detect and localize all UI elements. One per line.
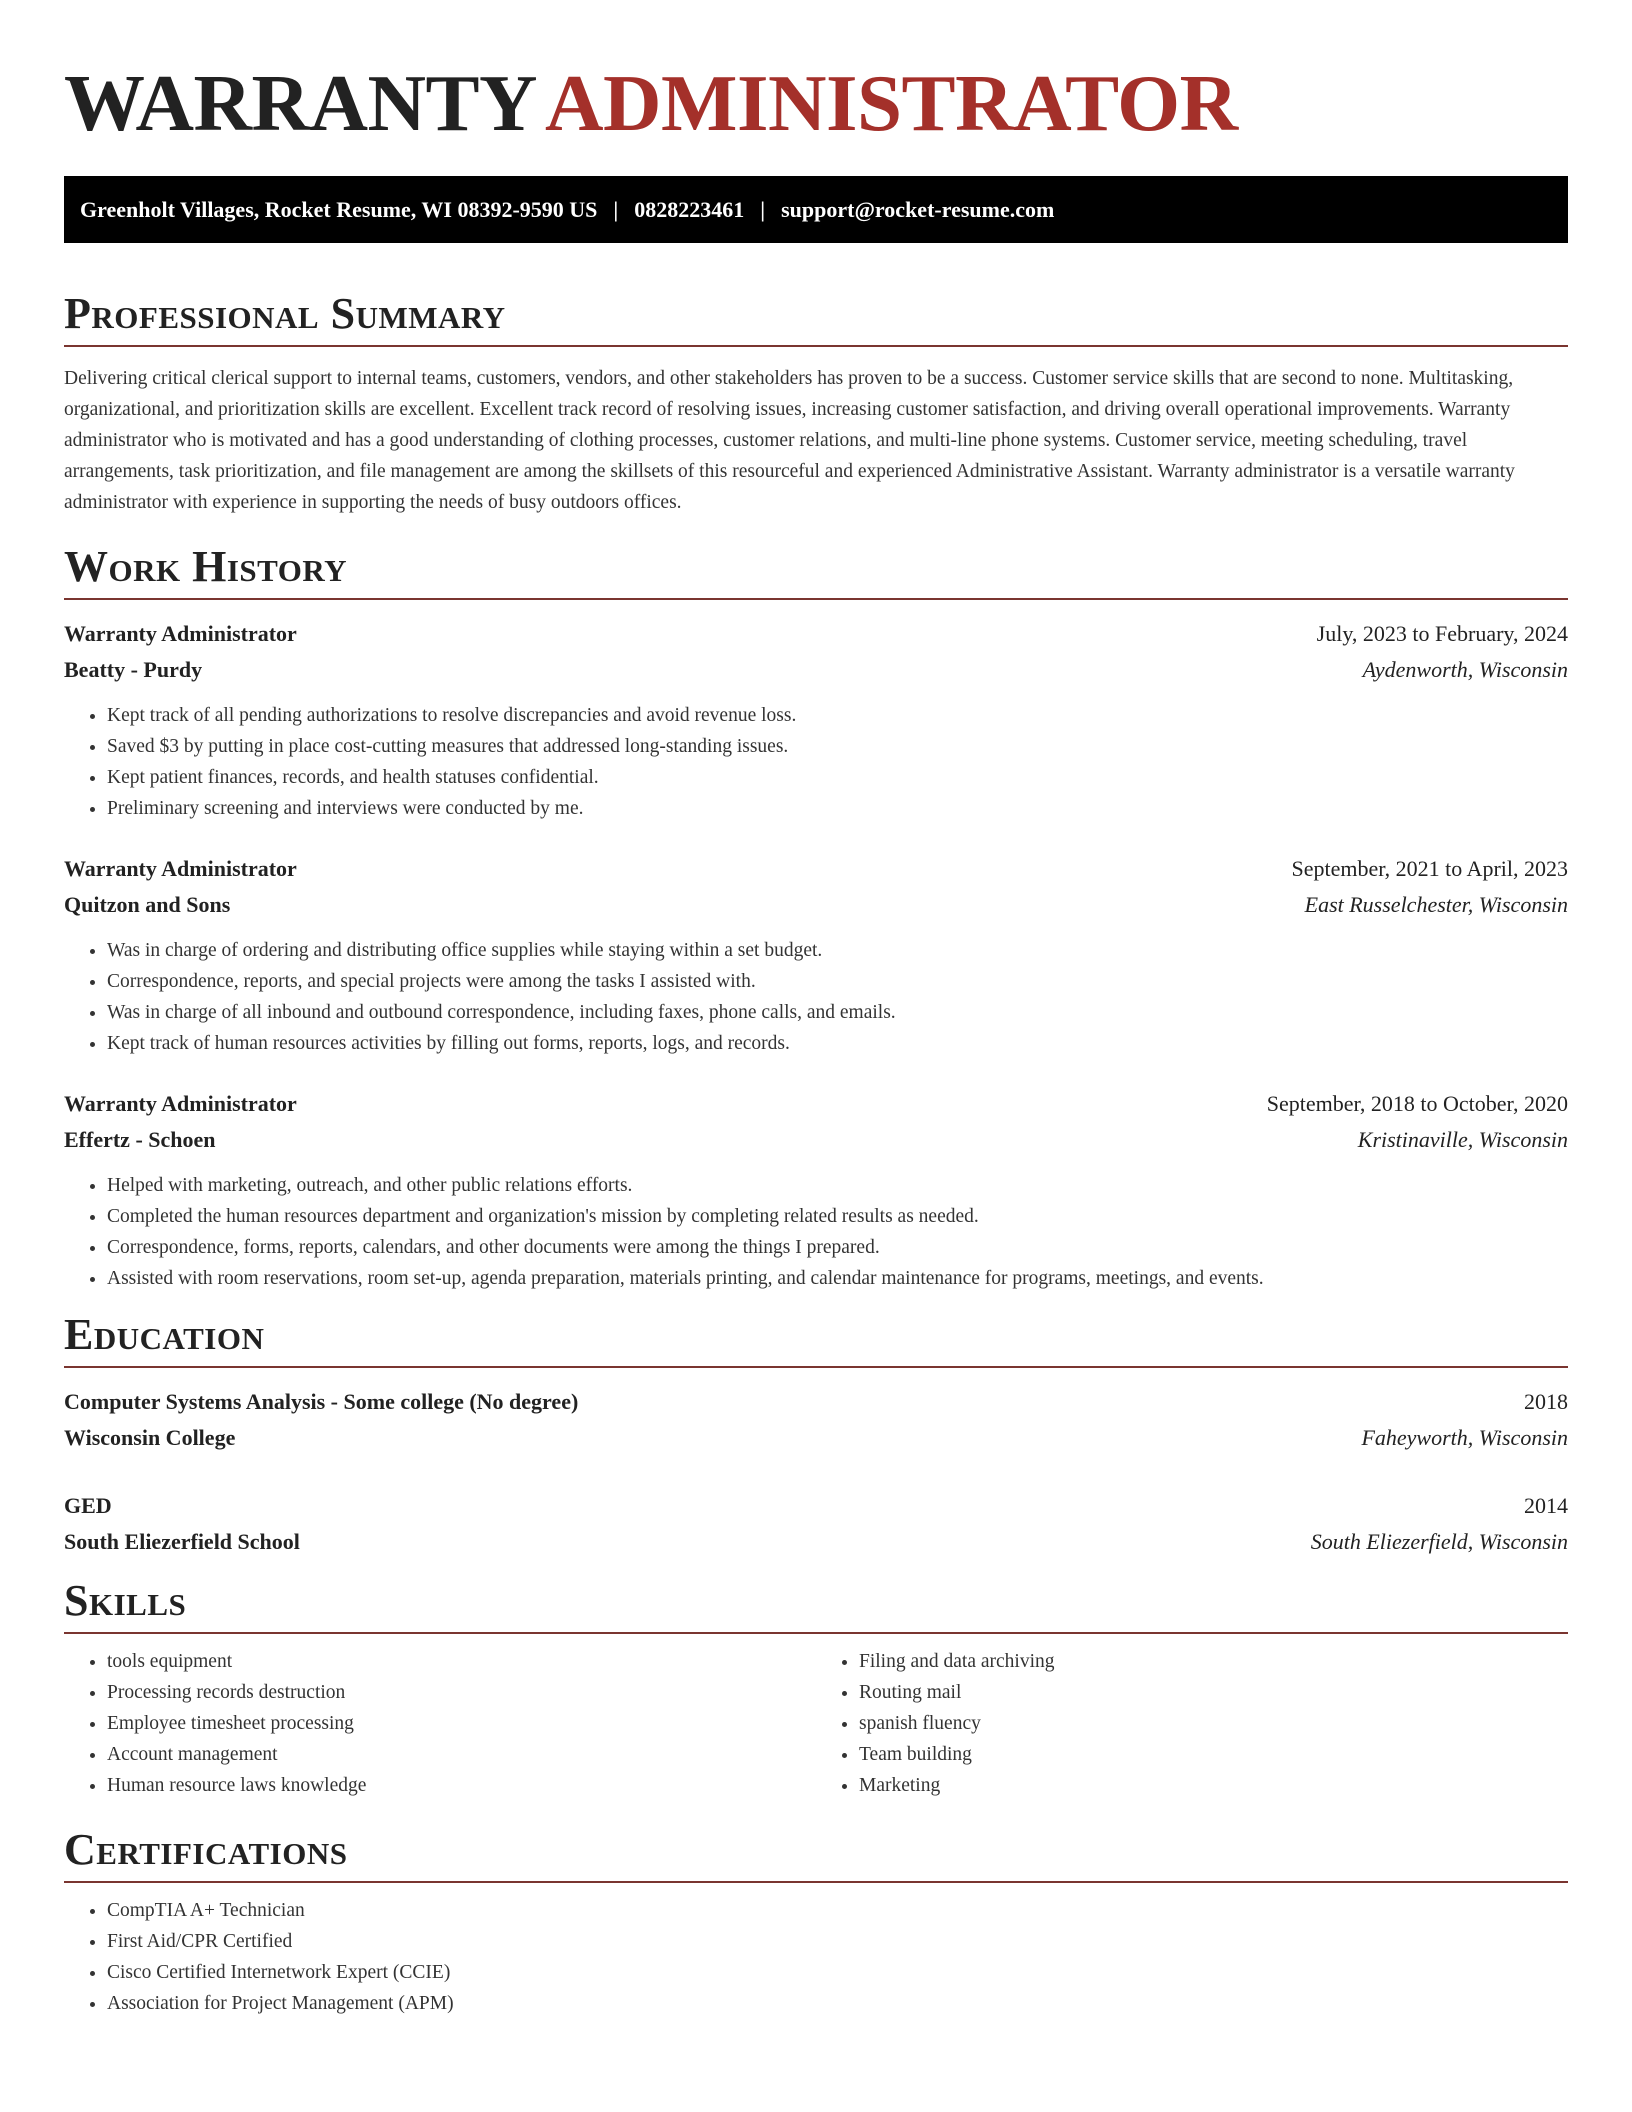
list-item: • Cisco Certified Internetwork Expert (CCIE) [107,1957,1568,1988]
list-item: • tools equipment [107,1646,816,1677]
list-item: • Human resource laws knowledge [107,1770,816,1801]
list-item: • Correspondence, forms, reports, calendars, and other documents were among the things I prepared. [107,1232,1568,1263]
list-item: • Employee timesheet processing [107,1708,816,1739]
education-school: Wisconsin College [64,1425,236,1450]
list-item: • Preliminary screening and interviews were conducted by me. [107,793,1568,824]
education-school-row [64,1524,1568,1560]
title-part-1: WARRANTY [64,58,538,148]
certifications-list [64,1895,1568,2019]
job-company: Quitzon and Sons [64,892,231,917]
list-item: • Association for Project Management (APM) [107,1988,1568,2019]
list-item: • Correspondence, reports, and special projects were among the tasks I assisted with. [107,966,1568,997]
job-header-row [64,851,1568,887]
list-item: • Kept patient finances, records, and health statuses confidential. [107,762,1568,793]
education-entry [64,1488,1568,1560]
contact-bar [64,176,1568,243]
work-history-heading: Work History [64,542,348,591]
summary-text: Delivering critical clerical support to internal teams, customers, vendors, and other stakeholders has proven to be a success. Customer service skills that are second to none. Multitasking, organizational, and prioritization skills are excellent. Excellent track record of resolving issues, increasing customer satisfaction, and driving overall operational improvements. Warranty administrator who is motivated and has a good understanding of clothing processes, customer relations, and multi-line phone systems. Customer service, meeting scheduling, travel arrangements, task prioritization, and file management are among the skillsets of this resourceful and experienced Administrative Assistant. Warranty administrator is a versatile warranty administrator with experience in supporting the needs of busy outdoors offices. [64,368,1515,513]
job-dates: July, 2023 to February, 2024 [1316,621,1568,646]
list-item: • spanish fluency [859,1708,1568,1739]
contact-address: Greenholt Villages, Rocket Resume, WI 08392-9590 US [80,196,598,222]
job-company-row [64,652,1568,688]
skills-columns [64,1634,1568,1801]
certifications-heading: Certifications [64,1825,348,1874]
education-school-row [64,1420,1568,1456]
education-degree-row [64,1488,1568,1524]
job-entry [64,851,1568,1059]
list-item: • First Aid/CPR Certified [107,1926,1568,1957]
education-location: South Eliezerfield, Wisconsin [1310,1529,1568,1554]
list-item: • Account management [107,1739,816,1770]
job-company-row [64,887,1568,923]
job-header-row [64,1086,1568,1122]
list-item: • Kept track of all pending authorizations to resolve discrepancies and avoid revenue loss. [107,700,1568,731]
job-location: East Russelchester, Wisconsin [1304,892,1568,917]
education-year: 2014 [1524,1493,1568,1518]
list-item: • Processing records destruction [107,1677,816,1708]
job-duties-list [64,935,1568,1059]
contact-phone: 0828223461 [634,196,745,222]
job-title: Warranty Administrator [64,621,297,646]
education-school: South Eliezerfield School [64,1529,300,1554]
job-header-row [64,616,1568,652]
list-item: • Marketing [859,1770,1568,1801]
job-location: Aydenworth, Wisconsin [1362,657,1568,682]
section-divider [64,598,1568,600]
list-item: • CompTIA A+ Technician [107,1895,1568,1926]
resume-title [64,0,1568,148]
education-degree-row [64,1384,1568,1420]
list-item: • Saved $3 by putting in place cost-cutting measures that addressed long-standing issues. [107,731,1568,762]
list-item: • Completed the human resources department and organization's mission by completing related results as needed. [107,1201,1568,1232]
section-divider [64,1366,1568,1368]
job-dates: September, 2018 to October, 2020 [1266,1091,1568,1116]
skills-heading: Skills [64,1576,187,1625]
education-degree: Computer Systems Analysis - Some college (No degree) [64,1389,579,1414]
education-degree: GED [64,1493,112,1518]
job-company: Beatty - Purdy [64,657,203,682]
section-divider [64,1881,1568,1883]
education-entry [64,1384,1568,1456]
education-heading: Education [64,1310,265,1359]
list-item: • Was in charge of ordering and distributing office supplies while staying within a set budget. [107,935,1568,966]
job-company: Effertz - Schoen [64,1127,216,1152]
job-location: Kristinaville, Wisconsin [1357,1127,1568,1152]
list-item: • Was in charge of all inbound and outbound correspondence, including faxes, phone calls, and emails. [107,997,1568,1028]
job-dates: September, 2021 to April, 2023 [1291,856,1568,881]
list-item: • Assisted with room reservations, room set-up, agenda preparation, materials printing, and calendar maintenance for programs, meetings, and events. [107,1263,1568,1294]
job-title: Warranty Administrator [64,1091,297,1116]
job-title: Warranty Administrator [64,856,297,881]
job-duties-list [64,1170,1568,1294]
job-entry [64,1086,1568,1294]
list-item: • Kept track of human resources activities by filling out forms, reports, logs, and records. [107,1028,1568,1059]
contact-email: support@rocket-resume.com [781,196,1055,222]
contact-separator: | [613,196,619,222]
summary-heading: Professional Summary [64,289,506,338]
education-year: 2018 [1524,1389,1568,1414]
list-item: • Routing mail [859,1677,1568,1708]
job-company-row [64,1122,1568,1158]
education-location: Faheyworth, Wisconsin [1361,1425,1568,1450]
list-item: • Filing and data archiving [859,1646,1568,1677]
list-item: • Team building [859,1739,1568,1770]
title-part-2: ADMINISTRATOR [545,58,1238,148]
job-duties-list [64,700,1568,824]
job-entry [64,616,1568,824]
skills-list-left [64,1646,816,1801]
contact-separator: | [760,196,766,222]
list-item: • Helped with marketing, outreach, and other public relations efforts. [107,1170,1568,1201]
skills-list-right [816,1646,1568,1801]
section-divider [64,345,1568,347]
